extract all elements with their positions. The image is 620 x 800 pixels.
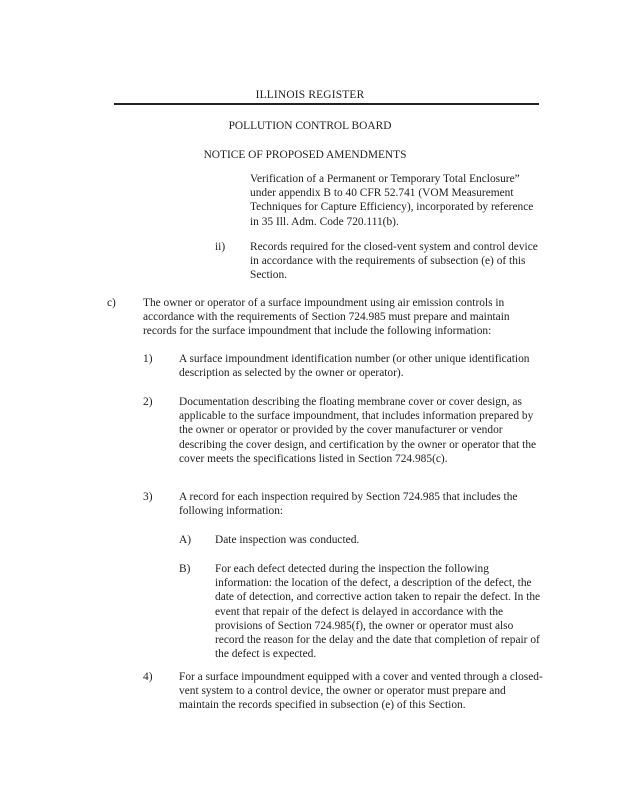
item-B-label: B) (179, 563, 191, 575)
item-B-text: For each defect detected during the inspection the following information: the location of the defect, a description of the defect, the date of detection, and corrective action taken to repair the defect. In the event that repair of the defect is delayed in accordance with the provisions of Section 724.985(f), the owner or operator must also record the reason for the delay and the date that completion of repair of the defect is expected. (215, 563, 541, 661)
register-title: ILLINOIS REGISTER (255, 89, 365, 101)
item-4-text: For a surface impoundment equipped with a cover and vented through a closed-vent system to a control device, the owner or operator must prepare and maintain the records specified in subsection (e) of this Section. (179, 671, 543, 712)
board-name: POLLUTION CONTROL BOARD (228, 120, 392, 132)
item-ii-text: Records required for the closed-vent system and control device in accordance with the requirements of subsection (e) of this Section. (250, 241, 538, 282)
item-3-text: A record for each inspection required by Section 724.985 that includes the following information: (179, 491, 518, 518)
item-A-text: Date inspection was conducted. (215, 534, 360, 546)
item-1-text: A surface impoundment identification number (or other unique identification description as selected by the owner or operator). (179, 353, 530, 380)
item-c-label: c) (107, 297, 116, 309)
item-c-text: The owner or operator of a surface impoundment using air emission controls in accordance with the requirements of Section 724.985 must prepare and maintain records for the surface impoundment that include the following information: (143, 297, 510, 338)
header-rule (114, 103, 539, 105)
item-2-label: 2) (143, 396, 153, 408)
continuation-text: Verification of a Permanent or Temporary Total Enclosure” under appendix B to 40 CFR 52.741 (VOM Measurement Techniques for Capture Efficiency), incorporated by reference in 35 Ill. Adm. Code 720.111(b). (250, 173, 534, 228)
item-ii-label: ii) (215, 241, 226, 253)
item-1-label: 1) (143, 353, 153, 365)
item-3-label: 3) (143, 491, 153, 503)
item-2-text: Documentation describing the floating membrane cover or cover design, as applicable to the surface impoundment, that includes information prepared by the owner or operator or provided by the cover manufacturer or vendor describing the cover design, and certification by the owner or operator that the cover meets the specifications listed in Section 724.985(c). (179, 396, 537, 465)
notice-title: NOTICE OF PROPOSED AMENDMENTS (203, 149, 407, 161)
item-A-label: A) (179, 534, 192, 546)
item-4-label: 4) (143, 671, 153, 683)
